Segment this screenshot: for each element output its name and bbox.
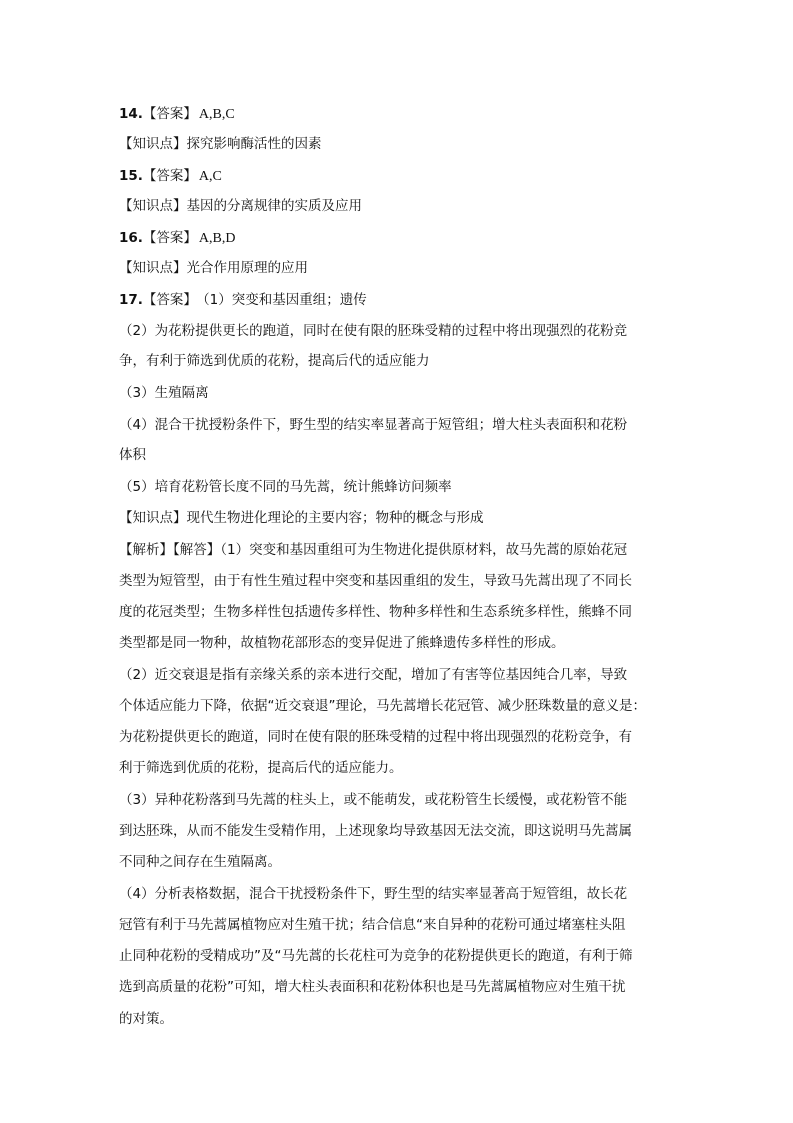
analysis-text-line: 不同种之间存在生殖隔离。 [119, 854, 281, 870]
knowledge-point-text: 探究影响酶活性的因素 [186, 136, 322, 152]
analysis-text-line: （4）分析表格数据，混合干扰授粉条件下，野生型的结实率显著高于短管组，故长花 [119, 886, 628, 902]
analysis-text-line: 冠管有利于马先蒿属植物应对生殖干扰；结合信息“来自异种的花粉可通过堵塞柱头阻 [119, 917, 626, 933]
analysis-label: 【解析】【解答】 [119, 542, 221, 558]
answer-line-16 [119, 229, 679, 248]
answer-line-15 [119, 167, 679, 186]
knowledge-point-text: 现代生物进化理论的主要内容；物种的概念与形成 [186, 510, 484, 526]
knowledge-point-line-14 [119, 135, 679, 153]
answer-tag: 【答案】 [142, 230, 197, 246]
knowledge-point-label: 【知识点】 [119, 198, 187, 214]
answer-text-line: 体积 [119, 447, 146, 463]
analysis-text-line: 个体适应能力下降，依据“近交衰退”理论，马先蒿增长花冠管、减少胚珠数量的意义是： [119, 698, 646, 714]
answer-text-line: （4）混合干扰授粉条件下，野生型的结实率显著高于短管组；增大柱头表面积和花粉 [119, 417, 628, 433]
analysis-text-line: 到达胚珠，从而不能发生受精作用，上述现象均导致基因无法交流，即这说明马先蒿属 [119, 823, 632, 839]
analysis-text-line: 类型都是同一物种，故植物花部形态的变异促进了熊蜂遗传多样性的形成。 [119, 635, 565, 651]
question-number: 17. [119, 292, 143, 308]
knowledge-point-text: 基因的分离规律的实质及应用 [186, 198, 362, 214]
analysis-text-line: 止同种花粉的受精成功”及“马先蒿的长花柱可为竞争的花粉提供更长的跑道，有利于筛 [119, 948, 633, 964]
knowledge-point-line-17 [119, 509, 679, 527]
answer-line-17 [119, 291, 679, 309]
question-number: 14. [119, 106, 143, 122]
answer-text-line: （5）培育花粉管长度不同的马先蒿，统计熊蜂访问频率 [119, 479, 452, 495]
answer-tag: 【答案】 [142, 168, 197, 184]
answer-tag: 【答案】 [142, 106, 197, 122]
analysis-line [119, 541, 679, 559]
analysis-text-line: 类型为短管型，由于有性生殖过程中突变和基因重组的发生，导致马先蒿出现了不同长 [119, 573, 632, 589]
analysis-text: （1）突变和基因重组可为生物进化提供原材料，故马先蒿的原始花冠 [220, 542, 628, 558]
knowledge-point-label: 【知识点】 [119, 510, 187, 526]
question-number: 16. [119, 230, 143, 246]
knowledge-point-text: 光合作用原理的应用 [186, 260, 308, 276]
answer-value: A,B,D [198, 231, 236, 246]
analysis-text-line: 为花粉提供更长的跑道，同时在使有限的胚珠受精的过程中将出现强烈的花粉竞争，有 [119, 729, 632, 745]
knowledge-point-label: 【知识点】 [119, 260, 187, 276]
analysis-text-line: 度的花冠类型；生物多样性包括遗传多样性、物种多样性和生态系统多样性，熊蜂不同 [119, 604, 632, 620]
knowledge-point-line-16 [119, 259, 679, 277]
answer-text-line: 争，有利于筛选到优质的花粉，提高后代的适应能力 [119, 353, 430, 369]
analysis-text-line: （3）异种花粉落到马先蒿的柱头上，或不能萌发，或花粉管生长缓慢，或花粉管不能 [119, 792, 628, 808]
answer-text-line: （2）为花粉提供更长的跑道，同时在使有限的胚珠受精的过程中将出现强烈的花粉竞 [119, 323, 628, 339]
answer-tag: 【答案】 [142, 292, 197, 308]
answer-value: A,C [198, 169, 222, 184]
analysis-text-line: （2）近交衰退是指有亲缘关系的亲本进行交配，增加了有害等位基因纯合几率，导致 [119, 667, 628, 683]
question-number: 15. [119, 168, 143, 184]
answer-text-line: （3）生殖隔离 [119, 385, 209, 401]
knowledge-point-line-15 [119, 197, 679, 215]
analysis-text-line: 选到高质量的花粉”可知，增大柱头表面积和花粉体积也是马先蒿属植物应对生殖干扰 [119, 979, 626, 995]
analysis-text-line: 利于筛选到优质的花粉，提高后代的适应能力。 [119, 760, 403, 776]
answer-line-14 [119, 105, 679, 124]
knowledge-point-label: 【知识点】 [119, 136, 187, 152]
answer-text: （1）突变和基因重组；遗传 [202, 292, 367, 308]
answer-value: A,B,C [198, 107, 235, 122]
analysis-text-line: 的对策。 [119, 1011, 173, 1027]
